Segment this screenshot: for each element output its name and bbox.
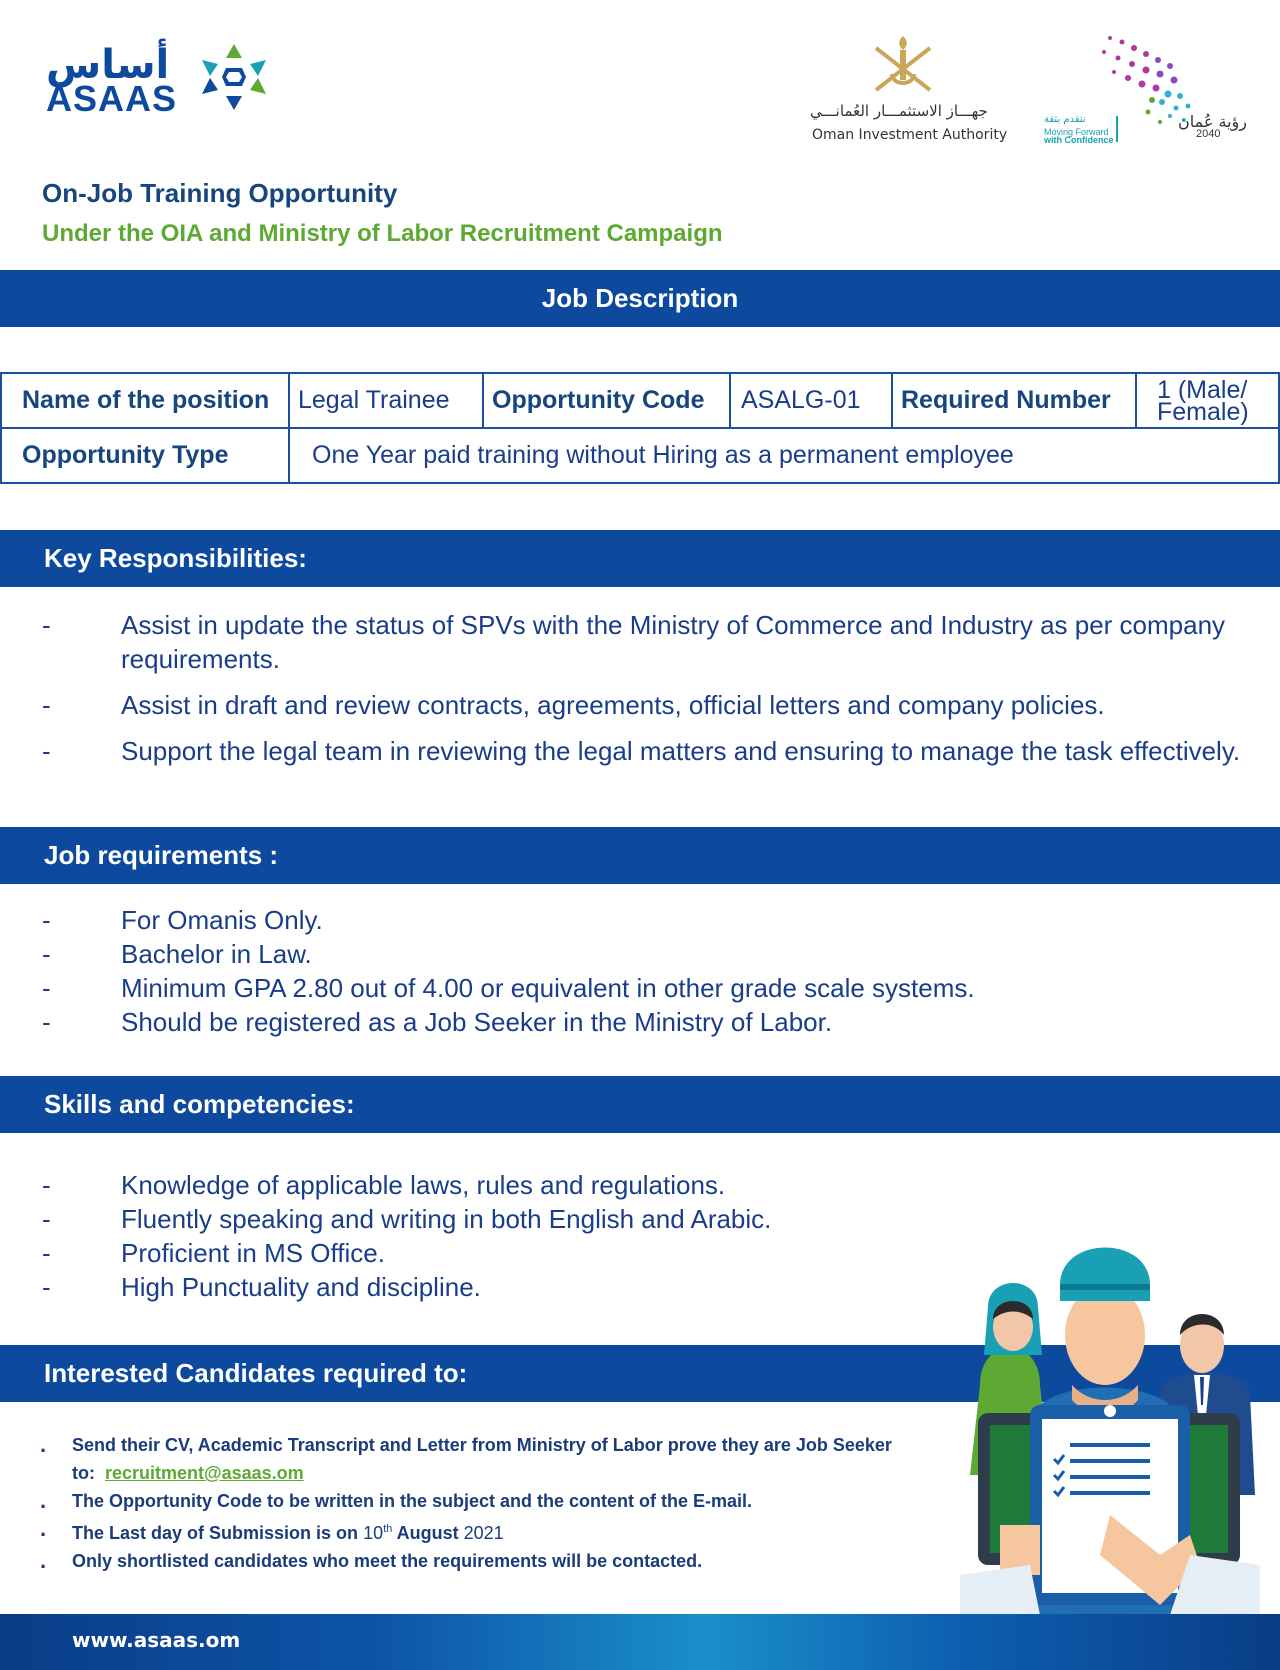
list-item: - High Punctuality and discipline. [42,1272,481,1302]
bullet-dash: - [42,1007,51,1037]
candidates-heading: Interested Candidates required to: [0,1345,1280,1402]
bullet-dot: . [40,1548,47,1573]
bullet-dash: - [42,1238,51,1268]
page-title: On-Job Training Opportunity [42,178,398,208]
deadline-day-suffix: th [383,1523,393,1535]
moving-forward-arabic: نتقدم بثقة [1044,114,1086,125]
vision-year: 2040 [1196,128,1221,140]
job-requirements-heading: Job requirements : [0,827,1280,884]
oia-name-english: Oman Investment Authority [812,127,1008,143]
asaas-logo-text: ASAAS [46,78,178,119]
requirements-list [0,903,1280,1039]
bullet-dot: . [40,1516,47,1541]
website-link[interactable]: www.asaas.om [72,1628,241,1652]
opportunity-type-value: One Year paid training without Hiring as a permanent employee [289,428,1279,483]
oia-emblem-icon [870,30,936,94]
responsibilities-list [0,608,1280,768]
list-item: - Minimum GPA 2.80 out of 4.00 or equivalent in other grade scale systems. [42,973,975,1003]
deadline-year: 2021 [463,1523,504,1543]
moving-forward-english: Moving Forward [1044,127,1109,137]
bullet-dash: - [42,1204,51,1234]
bullet-dash: - [42,736,51,766]
deadline-day: 10 [363,1523,384,1543]
oia-name-arabic: جهـــاز الاستثمـــار العُمانـــي [810,102,988,120]
with-confidence-english: with Confidence [1044,135,1114,145]
list-item: - Assist in draft and review contracts, agreements, official letters and company policies. [42,690,1105,720]
list-item: . The Last day of Submission is on 10th August 2021 [40,1516,504,1543]
opportunity-code-label: Opportunity Code [483,373,730,428]
deadline-month: August [396,1523,459,1543]
opportunity-code-value: ASALG-01 [730,373,892,428]
list-item: - Support the legal team in reviewing the legal matters and ensuring to manage the task effectively. [42,736,1241,766]
vision-oman-arabic: رؤية عُمان [1178,112,1247,131]
candidates-clipboard-illustration [960,1225,1260,1615]
table-row [1,373,1279,428]
asaas-snowflake-logo [196,42,272,112]
list-item: . The Opportunity Code to be written in the subject and the content of the E-mail. [40,1488,753,1513]
required-number-line2: Female) [1157,397,1249,426]
bullet-dash: - [42,610,51,640]
list-item: . Only shortlisted candidates who meet the requirements will be contacted. [40,1548,703,1573]
list-item: - Fluently speaking and writing in both English and Arabic. [42,1204,772,1234]
position-info-table [0,372,1280,484]
bullet-dot: . [40,1432,47,1457]
list-item: - Bachelor in Law. [42,939,312,969]
page-subtitle: Under the OIA and Ministry of Labor Recruitment Campaign [42,220,723,247]
asaas-logo-arabic: أساس [46,42,170,88]
skills-heading: Skills and competencies: [0,1076,1280,1133]
list-item: - Proficient in MS Office. [42,1238,385,1268]
bullet-dash: - [42,690,51,720]
table-row [1,428,1279,483]
position-name-value: Legal Trainee [289,373,483,428]
required-number-label: Required Number [892,373,1136,428]
key-responsibilities-heading: Key Responsibilities: [0,530,1280,587]
list-item: - For Omanis Only. [42,905,323,935]
bullet-dash: - [42,1170,51,1200]
list-item: . Send their CV, Academic Transcript and Letter from Ministry of Labor prove they are Job Seeker to: recruitment@asaas.om [40,1432,892,1483]
position-name-label: Name of the position [1,373,289,428]
recruitment-email-link[interactable]: recruitment@asaas.om [105,1463,304,1483]
job-description-heading: Job Description [0,270,1280,327]
bullet-dash: - [42,973,51,1003]
bullet-dot: . [40,1488,47,1513]
bullet-dash: - [42,1272,51,1302]
required-number-line1: 1 (Male/ [1157,375,1248,404]
required-number-value [1136,373,1279,428]
list-item: - Knowledge of applicable laws, rules and regulations. [42,1170,726,1200]
opportunity-type-label: Opportunity Type [1,428,289,483]
bullet-dash: - [42,939,51,969]
bullet-dash: - [42,905,51,935]
list-item: - Assist in update the status of SPVs with the Ministry of Commerce and Industry as per company requirements. [42,610,1226,674]
list-item: - Should be registered as a Job Seeker in the Ministry of Labor. [42,1007,833,1037]
